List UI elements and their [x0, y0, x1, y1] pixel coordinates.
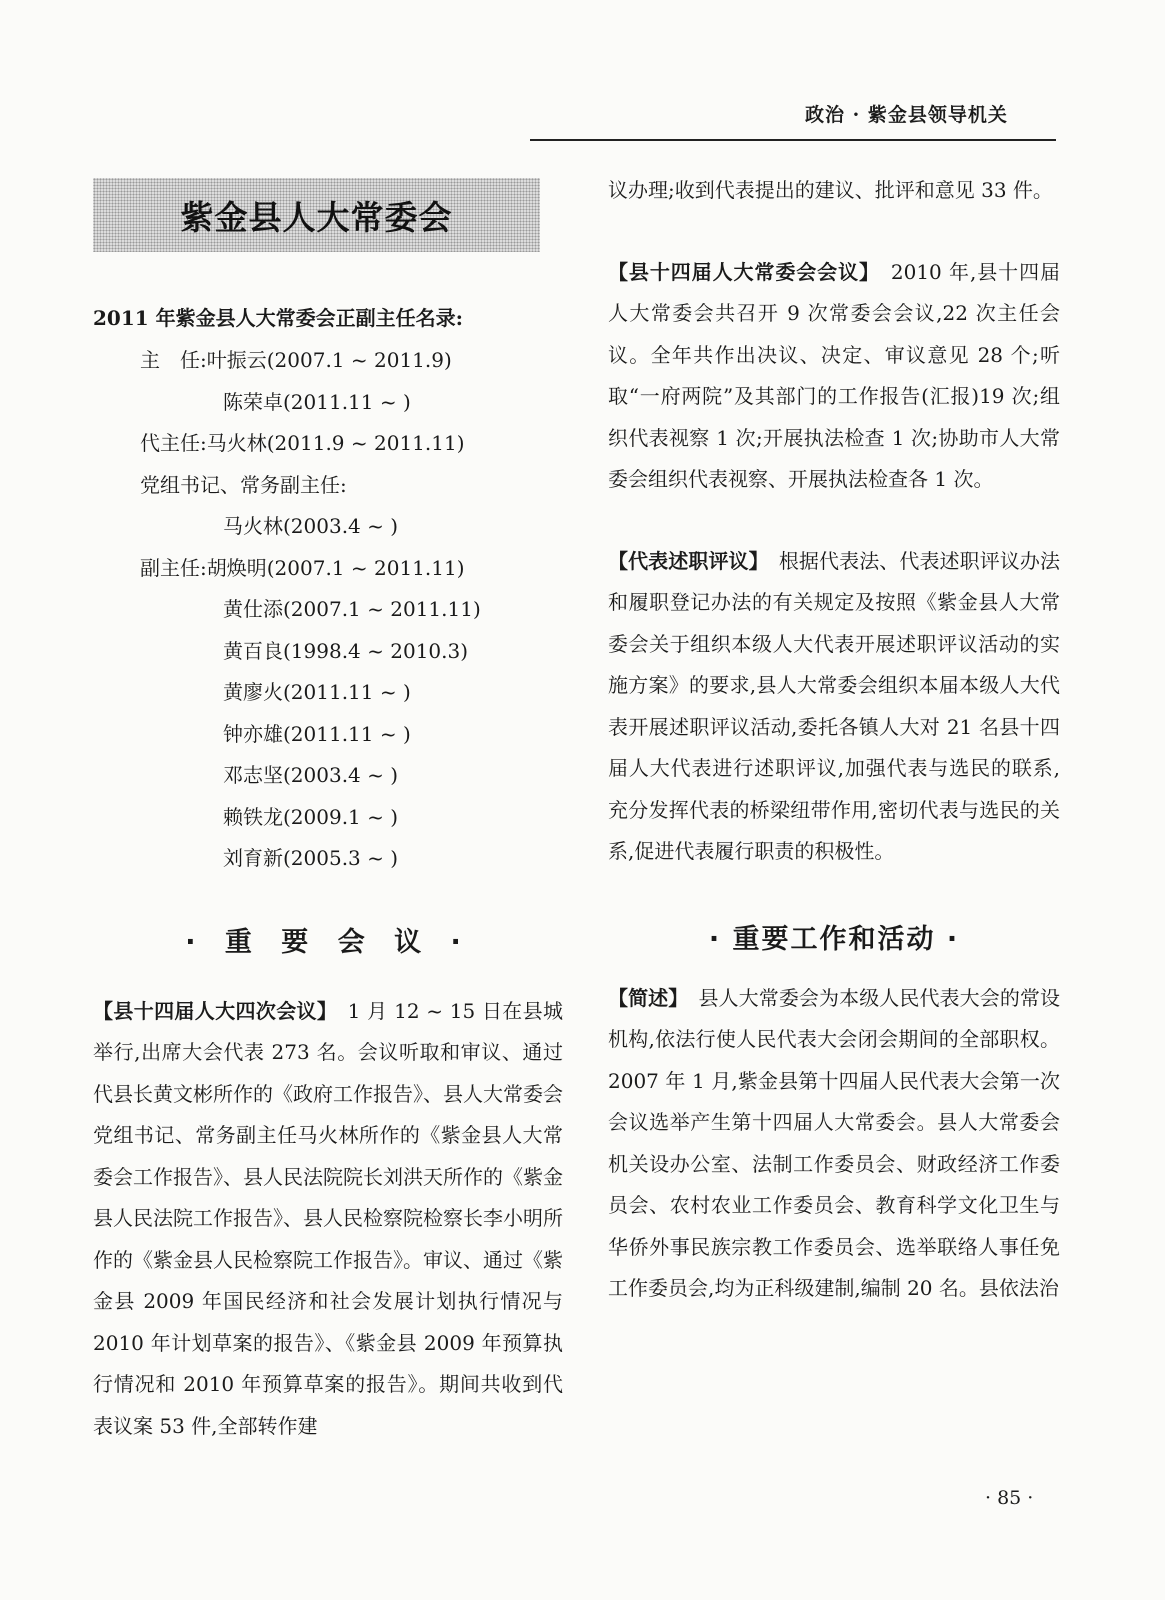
- roster-label: 主 任:: [140, 348, 207, 372]
- paragraph-deputy-review: [608, 541, 1060, 873]
- roster-entry: 赖铁龙(2009.1 ~ ): [223, 804, 399, 829]
- paragraph-tag: 【代表述职评议】: [608, 548, 759, 573]
- roster-entry: 马火林(2011.9 ~ 2011.11): [206, 431, 465, 455]
- roster-label: 副主任:: [140, 555, 207, 580]
- roster-entry: 黄廖火(2011.11 ~ ): [223, 680, 411, 704]
- section-heading-meetings: · 重 要 会 议 ·: [185, 926, 471, 958]
- roster-director-row: [93, 340, 563, 382]
- paragraph-plenary-session: [93, 991, 563, 1448]
- roster-acting-row: [93, 423, 563, 465]
- paragraph-standing-committee: [608, 252, 1060, 501]
- section-title-box: [93, 178, 540, 252]
- roster-label: 党组书记、常务副主任:: [140, 472, 347, 497]
- roster-label: 代主任:: [140, 431, 207, 455]
- page-number: · 85 ·: [985, 1487, 1034, 1509]
- paragraph-tag: 【县十四届人大常委会会议】: [608, 259, 870, 284]
- roster-entry: 马火林(2003.4 ~ ): [223, 514, 399, 538]
- roster-entry: 邓志坚(2003.4 ~ ): [223, 763, 399, 787]
- roster-heading: 2011 年紫金县人大常委会正副主任名录:: [93, 306, 464, 330]
- paragraph-text: 1 月 12 ~ 15 日在县城举行,出席大会代表 273 名。会议听取和审议、通过代县长黄文彬所作的《政府工作报告》、县人大常委会党组书记、常务副主任马火林所作的《紫金县人大常委会工作报告》、县人民法院院长刘洪天所作的《紫金县人民法院工作报告》、县人民检察院检察长李小明所作的《紫金县人民检察院工作报告》。审议、通过《紫金县 2009 年国民经济和社会发展计划执行情况与 2010 年计划草案的报告》、《紫金县 2009 年预算执行情况和 2010 年预算草案的报告》。期间共收到代表议案 53 件,全部转作建: [93, 998, 564, 1438]
- roster-entry: 刘育新(2005.3 ~ ): [223, 846, 399, 870]
- roster-entry: 黄百良(1998.4 ~ 2010.3): [223, 638, 469, 663]
- roster-entry: 钟亦雄(2011.11 ~ ): [223, 721, 411, 746]
- paragraph-tag: 【简述】: [608, 985, 679, 1010]
- paragraph-text: 2010 年,县十四届人大常委会共召开 9 次常委会会议,22 次主任会议。全年共作出决议、决定、审议意见 28 个;听取“一府两院”及其部门的工作报告(汇报)19 次;组织代表视察 1 次;开展执法检查 1 次;协助市人大常委会组织代表视察、开展执法检查各 1 次。: [608, 259, 1060, 491]
- paragraph-text: 根据代表法、代表述职评议办法和履职登记办法的有关规定及按照《紫金县人大常委会关于组织本级人大代表开展述职评议活动的实施方案》的要求,县人大常委会组织本届本级人大代表开展述职评议活动,委托各镇人大对 21 名县十四届人大代表进行述职评议,加强代表与选民的联系,充分发挥代表的桥梁纽带作用,密切代表与选民的关系,促进代表履行职责的积极性。: [608, 548, 1061, 863]
- paragraph-tag: 【县十四届人大四次会议】: [93, 998, 328, 1023]
- roster-entry: 陈荣卓(2011.11 ~ ): [223, 389, 411, 414]
- roster-entry: 胡焕明(2007.1 ~ 2011.11): [206, 555, 465, 580]
- header-rule: [530, 139, 1056, 141]
- section-heading-work: · 重要工作和活动 ·: [708, 923, 960, 955]
- paragraph-continuation: 议办理;收到代表提出的建议、批评和意见 33 件。: [608, 178, 1053, 202]
- roster-entry: 黄仕添(2007.1 ~ 2011.11): [223, 597, 481, 621]
- running-head: 政治 · 紫金县领导机关: [805, 104, 1008, 126]
- roster-entry: 叶振云(2007.1 ~ 2011.9): [206, 348, 452, 372]
- roster-deputy-row: [93, 548, 563, 590]
- paragraph-text: 县人大常委会为本级人民代表大会的常设机构,依法行使人民代表大会闭会期间的全部职权。2007 年 1 月,紫金县第十四届人民代表大会第一次会议选举产生第十四届人大常委会。县人大常委会机关设办公室、法制工作委员会、财政经济工作委员会、农村农业工作委员会、教育科学文化卫生与华侨外事民族宗教工作委员会、选举联络人事任免工作委员会,均为正科级建制,编制 20 名。县依法治: [608, 985, 1061, 1300]
- page-title: 紫金县人大常委会: [180, 197, 453, 237]
- paragraph-gap: [608, 212, 1060, 252]
- paragraph-gap: [608, 501, 1060, 541]
- right-column: [608, 170, 1060, 1310]
- paragraph-summary: [608, 978, 1060, 1310]
- left-column: [93, 296, 563, 1447]
